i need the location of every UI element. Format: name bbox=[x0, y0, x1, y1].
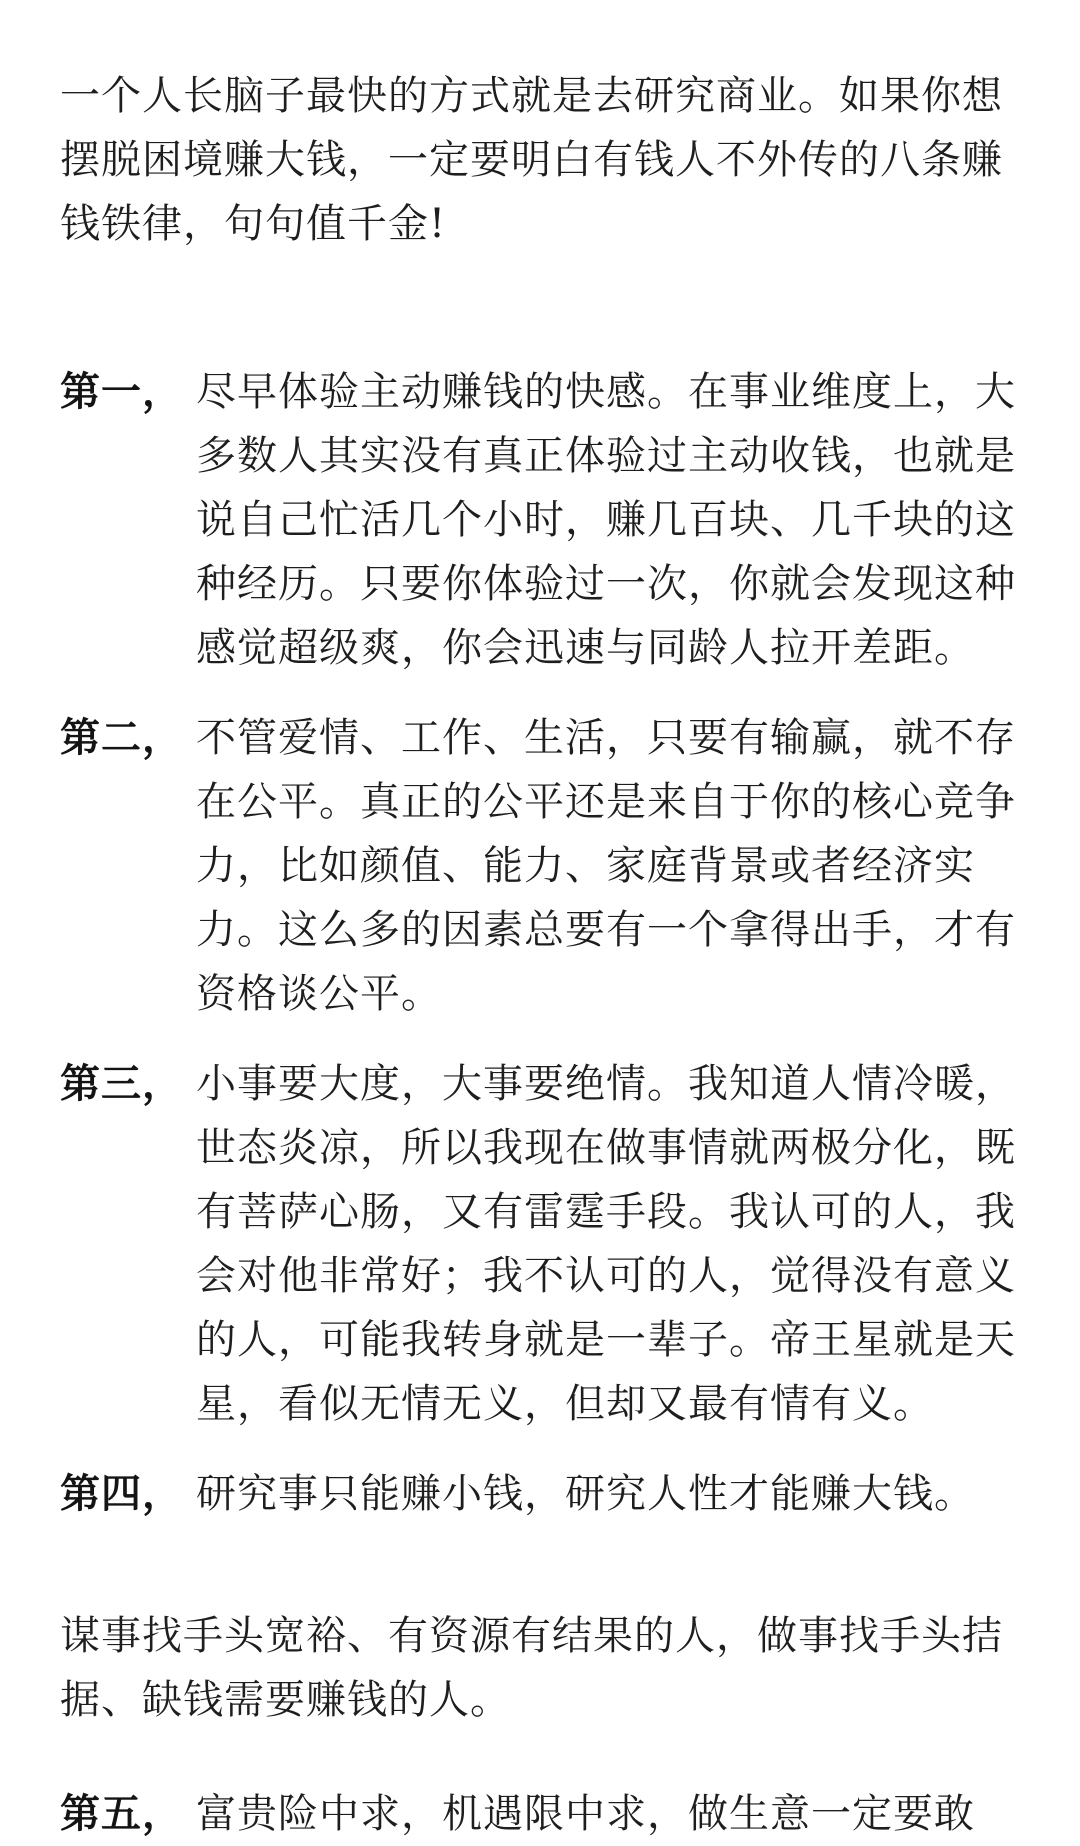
rule-label: 第三， bbox=[60, 1060, 183, 1107]
rule-item bbox=[60, 706, 1020, 1026]
rule-item bbox=[60, 1052, 1020, 1436]
rules-list bbox=[60, 360, 1020, 1526]
rule-item bbox=[60, 360, 1020, 680]
rule-text: 小事要大度，大事要绝情。我知道人情冷暖，世态炎凉，所以我现在做事情就两极分化，既有菩萨心肠，又有雷霆手段。我认可的人，我会对他非常好；我不认可的人，觉得没有意义的人，可能我转身就是一辈子。帝王星就是天星，看似无情无义，但却又最有情有义。 bbox=[196, 1061, 1016, 1427]
rule-item bbox=[60, 1462, 1020, 1526]
rule-text: 尽早体验主动赚钱的快感。在事业维度上，大多数人其实没有真正体验过主动收钱，也就是说自己忙活几个小时，赚几百块、几千块的这种经历。只要你体验过一次，你就会发现这种感觉超级爽，你会迅速与同龄人拉开差距。 bbox=[196, 369, 1016, 671]
rule-text: 不管爱情、工作、生活，只要有输赢，就不存在公平。真正的公平还是来自于你的核心竞争力，比如颜值、能力、家庭背景或者经济实力。这么多的因素总要有一个拿得出手，才有资格谈公平。 bbox=[196, 715, 1016, 1017]
closing-paragraph: 谋事找手头宽裕、有资源有结果的人，做事找手头拮据、缺钱需要赚钱的人。 bbox=[60, 1613, 1003, 1723]
rule-text: 富贵险中求，机遇限中求，做生意一定要敢 bbox=[196, 1791, 975, 1837]
rule-label: 第二， bbox=[60, 714, 183, 761]
intro-paragraph: 一个人长脑子最快的方式就是去研究商业。如果你想摆脱困境赚大钱，一定要明白有钱人不外传的八条赚钱铁律，句句值千金! bbox=[60, 73, 1003, 247]
rule-label: 第五， bbox=[60, 1790, 183, 1837]
rule-label: 第一， bbox=[60, 368, 183, 415]
rule-label: 第四， bbox=[60, 1470, 183, 1517]
rule-text: 研究事只能赚小钱，研究人性才能赚大钱。 bbox=[196, 1471, 975, 1517]
rule-item-partial bbox=[60, 1782, 1020, 1846]
article bbox=[60, 0, 1020, 1732]
